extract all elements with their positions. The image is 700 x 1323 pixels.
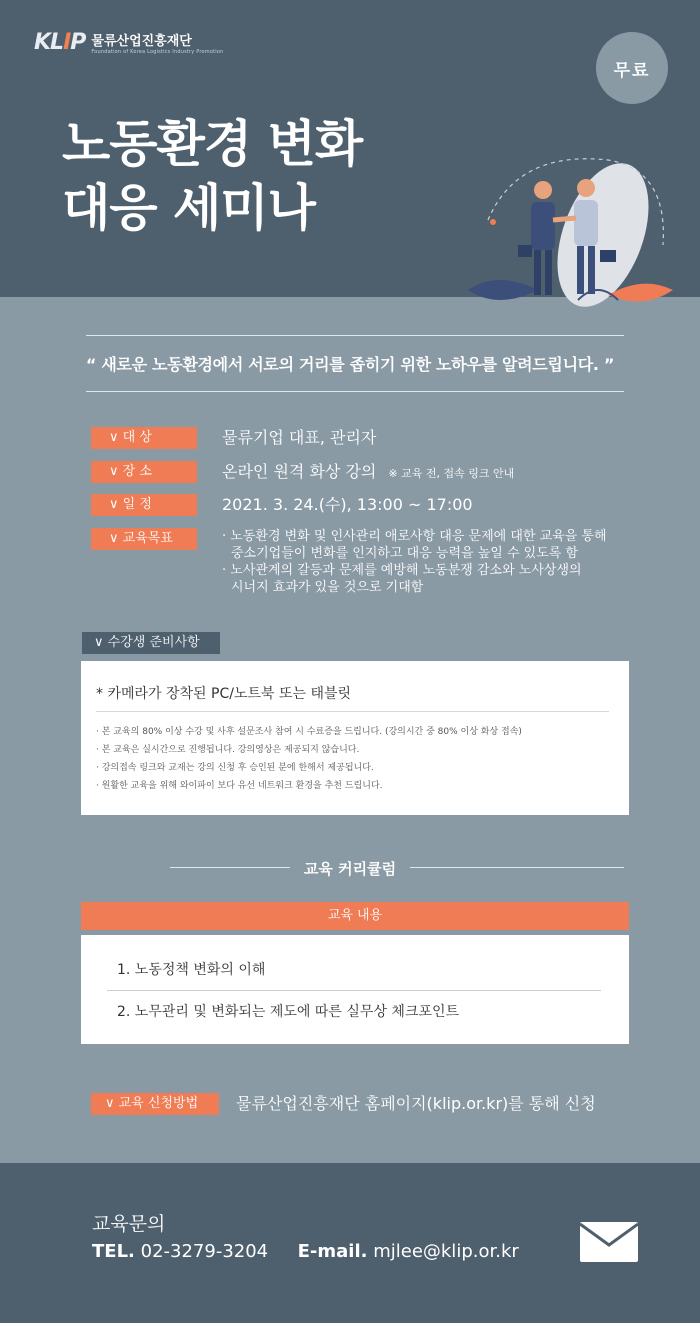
- goal-tag: ∨ 교육목표: [91, 528, 197, 550]
- info-place: [91, 461, 514, 485]
- divider: [86, 391, 624, 392]
- contact-footer: [0, 1163, 700, 1323]
- divider: [86, 335, 624, 336]
- target-value: 물류기업 대표, 관리자: [222, 428, 377, 447]
- logo-mark: KLIP: [34, 30, 86, 55]
- free-badge: 무료: [596, 32, 668, 104]
- date-value: 2021. 3. 24.(수), 13:00 ~ 17:00: [222, 495, 473, 514]
- org-name-en: Foundation of Korea Logistics Industry Promotion: [91, 49, 224, 55]
- prep-box: [81, 661, 629, 815]
- list-item: · 원활한 교육을 위해 와이파이 보다 유선 네트워크 환경을 추천 드립니다.: [96, 781, 383, 791]
- intro-quote: “ 새로운 노동환경에서 서로의 거리를 좁히기 위한 노하우를 알려드립니다. ”: [85, 355, 615, 374]
- email-address[interactable]: mjlee@klip.or.kr: [373, 1241, 519, 1262]
- contact-line: [92, 1241, 519, 1262]
- info-target: [91, 427, 376, 449]
- list-item: · 강의접속 링크와 교재는 강의 신청 후 승인된 분에 한해서 제공됩니다.: [96, 763, 374, 773]
- divider: [107, 990, 601, 991]
- divider: [410, 867, 624, 868]
- info-goal: [91, 528, 607, 596]
- list-item: · 본 교육의 80% 이상 수강 및 사후 설문조사 참여 시 수료증을 드립니다. (강의시간 중 80% 이상 화상 접속): [96, 727, 522, 737]
- apply-tag: ∨ 교육 신청방법: [91, 1093, 219, 1115]
- tel-number[interactable]: 02-3279-3204: [140, 1241, 269, 1262]
- prep-tag: ∨ 수강생 준비사항: [82, 632, 220, 654]
- curriculum-item: 2. 노무관리 및 변화되는 제도에 따른 실무상 체크포인트: [117, 1004, 460, 1020]
- klip-logo[interactable]: [34, 30, 223, 55]
- goal-text: · 노동환경 변화 및 인사관리 애로사항 대응 문제에 대한 교육을 통해 중소기업들이 변화를 인지하고 대응 능력을 높일 수 있도록 함 · 노사관계의 갈등과 문제를 예방해 노동분쟁 감소와 노사상생의 시너지 효과가 있을 것으로 기대함: [222, 529, 607, 595]
- list-item: · 본 교육은 실시간으로 진행됩니다. 강의영상은 제공되지 않습니다.: [96, 745, 360, 755]
- org-name: 물류산업진흥재단: [91, 34, 192, 49]
- apply-text[interactable]: 물류산업진흥재단 홈페이지(klip.or.kr)를 통해 신청: [236, 1094, 596, 1113]
- divider: [96, 711, 609, 712]
- curriculum-title: 교육 커리큘럼: [303, 860, 397, 878]
- target-tag: ∨ 대 상: [91, 427, 197, 449]
- curriculum-item: 1. 노동정책 변화의 이해: [117, 962, 266, 978]
- prep-list: [96, 723, 522, 795]
- place-note: ※ 교육 전, 접속 링크 안내: [388, 467, 515, 480]
- info-date: [91, 494, 473, 516]
- page-title: 노동환경 변화 대응 세미나: [62, 115, 363, 237]
- handshake-illustration: [458, 150, 678, 320]
- contact-title: 교육문의: [92, 1213, 166, 1235]
- email-label: E-mail.: [297, 1241, 368, 1262]
- header-banner: [0, 0, 700, 297]
- tel-label: TEL.: [92, 1241, 135, 1262]
- curriculum-box: [81, 935, 629, 1044]
- prep-head: * 카메라가 장착된 PC/노트북 또는 태블릿: [96, 686, 352, 702]
- place-value: 온라인 원격 화상 강의 ※ 교육 전, 접속 링크 안내: [222, 462, 515, 481]
- place-tag: ∨ 장 소: [91, 461, 197, 483]
- mail-icon: [579, 1221, 639, 1263]
- curriculum-head: 교육 내용: [81, 902, 629, 930]
- date-tag: ∨ 일 정: [91, 494, 197, 516]
